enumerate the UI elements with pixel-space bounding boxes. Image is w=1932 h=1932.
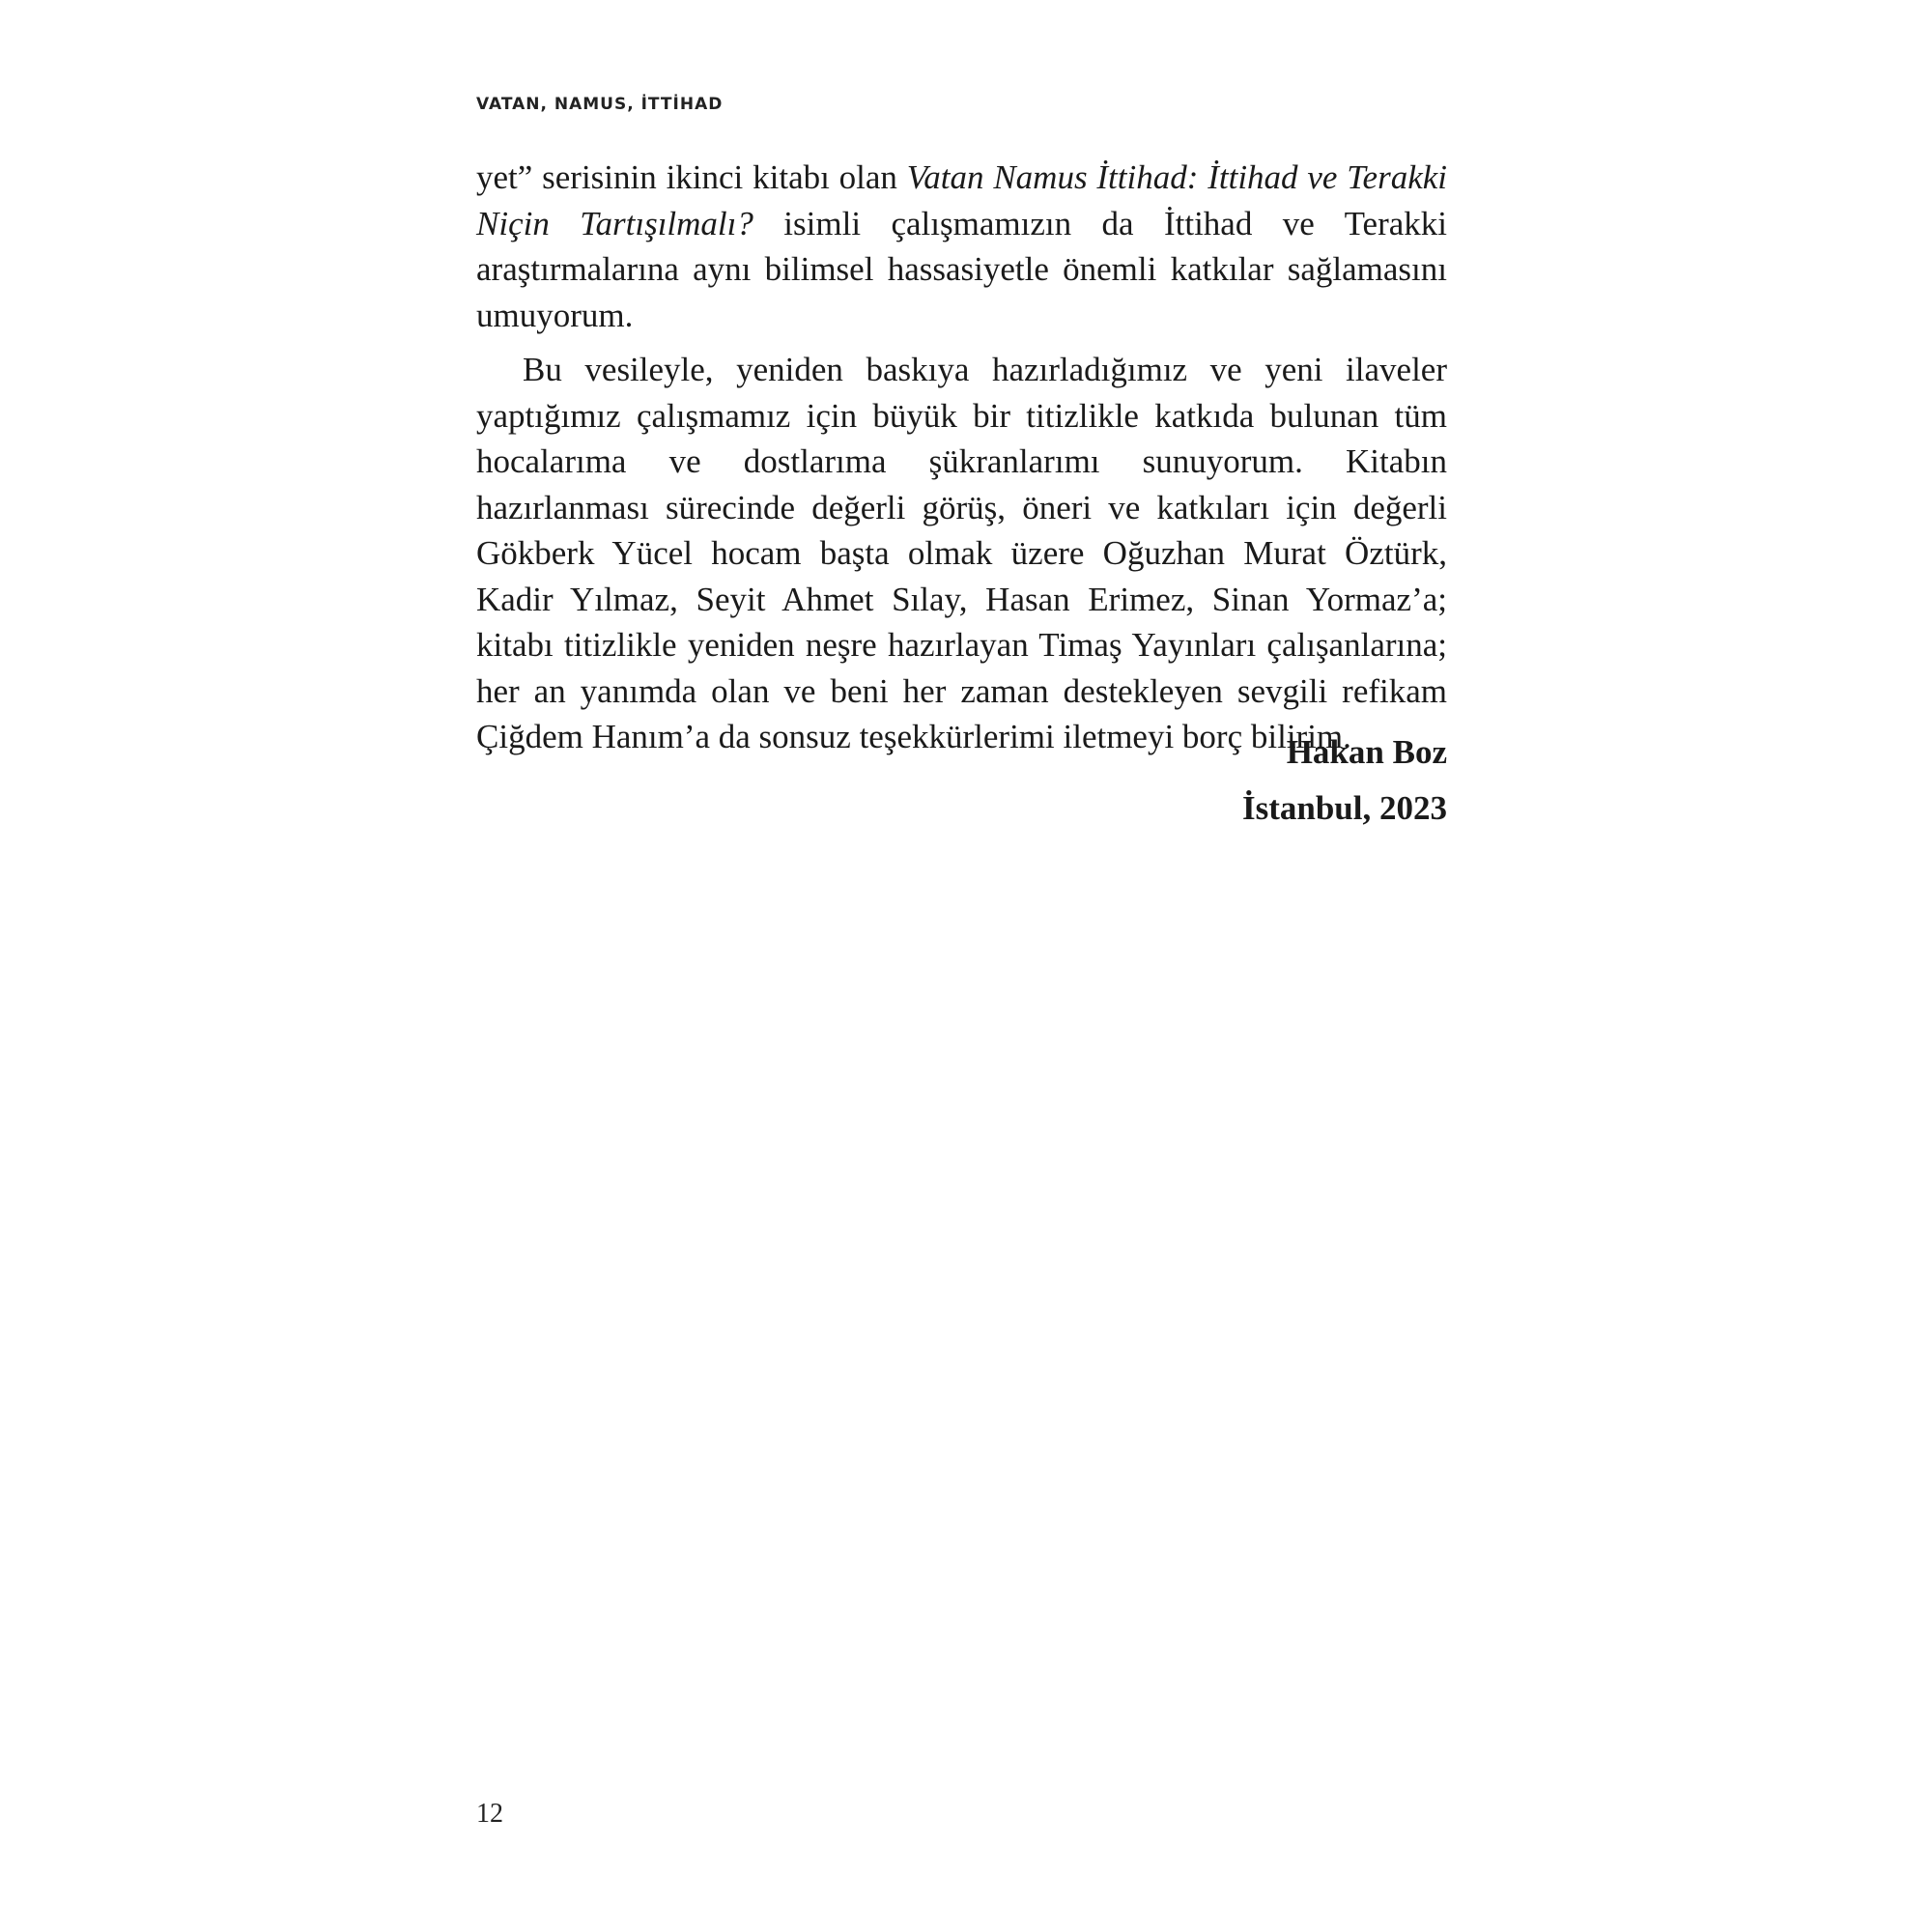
signature-block	[1242, 724, 1447, 837]
page-number: 12	[476, 1799, 503, 1829]
running-header: VATAN, NAMUS, İTTİHAD	[476, 95, 724, 114]
body-text	[476, 155, 1447, 760]
paragraph-acknowledgements: Bu vesileyle, yeniden baskıya hazırladığımız ve yeni ilaveler yaptığımız çalışmamız için büyük bir titizlikle katkıda bulunan tüm hocalarıma ve dostlarıma şükranlarımı sunuyorum. Kitabın hazırlanması sürecinde değerli görüş, öneri ve katkıları için değerli Gökberk Yücel hocam başta olmak üzere Oğuzhan Murat Öztürk, Kadir Yılmaz, Seyit Ahmet Sılay, Hasan Erimez, Sinan Yormaz’a; kitabı titizlikle yeniden neşre hazırlayan Timaş Yayınları çalışanlarına; her an yanımda olan ve beni her zaman destekleyen sevgili refikam Çiğdem Hanım’a da sonsuz teşekkürlerimi iletmeyi borç bilirim.	[476, 351, 1447, 755]
paragraph-continued	[476, 155, 1447, 338]
book-title-italic: Vatan Namus İttihad: İttihad ve Terakki Niçin Tartışılmalı?	[476, 158, 1447, 242]
paragraph-text-end: isimli çalışmamızın da İttihad ve Terakki araştırmalarına aynı bilimsel hassasiyetle önemli katkılar sağlamasını umuyorum.	[476, 204, 1447, 334]
place-and-year: İstanbul, 2023	[1241, 789, 1447, 827]
paragraph-text-start: yet” serisinin ikinci kitabı olan	[476, 158, 907, 196]
author-name: Hakan Boz	[1286, 733, 1447, 771]
